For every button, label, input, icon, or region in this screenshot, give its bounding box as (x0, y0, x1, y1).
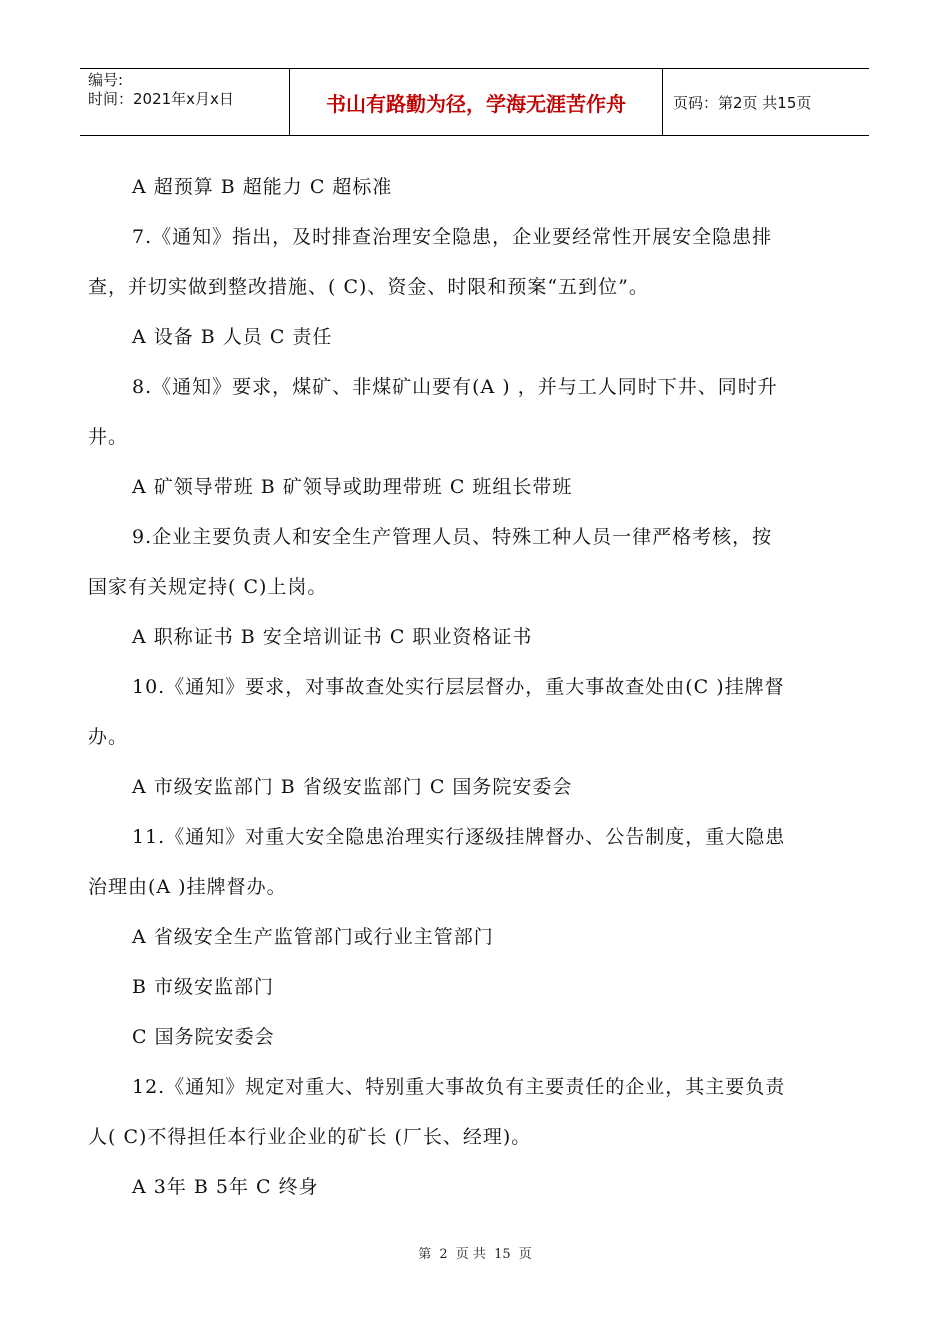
header-info (80, 69, 290, 135)
document-number-label: 编号: (88, 71, 124, 89)
text-line: A 职称证书 B 安全培训证书 C 职业资格证书 (132, 626, 533, 648)
text-line: A 超预算 B 超能力 C 超标准 (132, 176, 393, 198)
footer-prefix: 第 (418, 1247, 432, 1262)
text-line: 人( C)不得担任本行业企业的矿长 (厂长、经理)。 (88, 1126, 532, 1148)
footer-mid: 页 共 (455, 1247, 486, 1262)
document-time-label: 时间：2021年x月x日 (88, 90, 234, 108)
text-line: 9.企业主要负责人和安全生产管理人员、特殊工种人员一律严格考核，按 (132, 526, 773, 548)
footer-page-number: 2 (439, 1247, 448, 1262)
text-line: 办。 (88, 726, 129, 748)
text-line: A 设备 B 人员 C 责任 (132, 326, 333, 348)
text-line: A 矿领导带班 B 矿领导或助理带班 C 班组长带班 (132, 476, 573, 498)
text-line: 7.《通知》指出，及时排查治理安全隐患，企业要经常性开展安全隐患排 (132, 226, 773, 248)
text-line: A 省级安全生产监管部门或行业主管部门 (132, 926, 494, 948)
text-line: 国家有关规定持( C)上岗。 (88, 576, 328, 598)
text-line: 11.《通知》对重大安全隐患治理实行逐级挂牌督办、公告制度，重大隐患 (132, 826, 786, 848)
header-motto: 书山有路勤为径，学海无涯苦作舟 (290, 69, 663, 135)
page-header (80, 68, 869, 136)
text-line: 12.《通知》规定对重大、特别重大事故负有主要责任的企业，其主要负责 (132, 1076, 786, 1098)
text-line: A 3年 B 5年 C 终身 (132, 1176, 319, 1198)
text-line: A 市级安监部门 B 省级安监部门 C 国务院安委会 (132, 776, 573, 798)
text-line: 查，并切实做到整改措施、( C)、资金、时限和预案“五到位”。 (88, 276, 649, 298)
document-body (88, 162, 863, 1212)
text-line: 8.《通知》要求，煤矿、非煤矿山要有(A ) ，并与工人同时下井、同时升 (132, 376, 778, 398)
footer-suffix: 页 (518, 1247, 532, 1262)
footer-total-pages: 15 (494, 1247, 511, 1262)
text-line: C 国务院安委会 (132, 1026, 275, 1048)
text-line: 治理由(A )挂牌督办。 (88, 876, 287, 898)
header-page-label: 页码：第2页 共15页 (673, 93, 812, 112)
text-line: 10.《通知》要求，对事故查处实行层层督办，重大事故查处由(C )挂牌督 (132, 676, 785, 698)
page-footer (0, 1243, 950, 1262)
text-line: B 市级安监部门 (132, 976, 275, 998)
text-line: 井。 (88, 426, 129, 448)
